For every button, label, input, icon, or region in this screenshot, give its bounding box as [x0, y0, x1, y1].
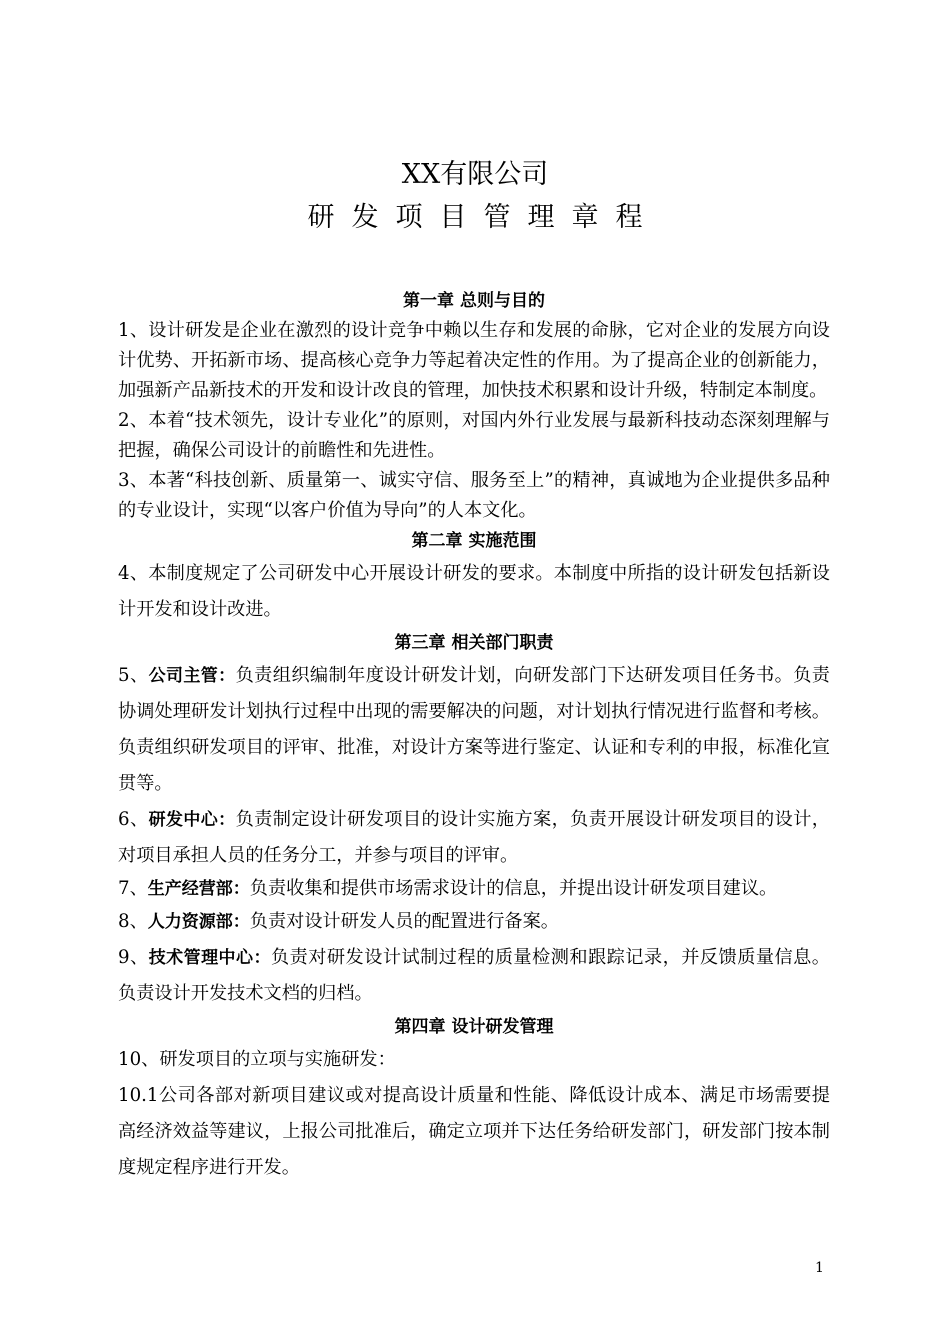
paragraph-6 — [118, 802, 830, 874]
paragraph-6-text: 负责制定设计研发项目的设计实施方案，负责开展设计研发项目的设计，对项目承担人员的任务分工，并参与项目的评审。 — [118, 809, 830, 866]
paragraph-7 — [118, 874, 830, 904]
paragraph-5-number: 5、 — [118, 665, 149, 686]
chapter-3-heading: 第三章 相关部门职责 — [394, 633, 554, 653]
paragraph-8-text: 负责对设计研发人员的配置进行备案。 — [249, 911, 559, 932]
paragraph-9 — [118, 940, 830, 1012]
paragraph-6-number: 6、 — [118, 809, 149, 830]
chapter-1-heading: 第一章 总则与目的 — [403, 291, 545, 311]
paragraph-1: 1、设计研发是企业在激烈的设计竞争中赖以生存和发展的命脉，它对企业的发展方向设计优势、开拓新市场、提高核心竞争力等起着决定性的作用。为了提高企业的创新能力，加强新产品新技术的开发和设计改良的管理，加快技术积累和设计升级，特制定本制度。 — [118, 320, 830, 401]
chapter-4-heading: 第四章 设计研发管理 — [394, 1017, 554, 1037]
paragraph-7-number: 7、 — [118, 878, 148, 899]
paragraph-8 — [118, 904, 830, 940]
paragraph-10: 10、研发项目的立项与实施研发： — [118, 1049, 396, 1070]
paragraph-6-label: 研发中心： — [148, 810, 236, 830]
chapter-2-heading: 第二章 实施范围 — [411, 531, 537, 551]
paragraph-7-text: 负责收集和提供市场需求设计的信息，并提出设计研发项目建议。 — [249, 878, 778, 899]
document-title: 研发项目管理章程 — [307, 202, 660, 233]
paragraph-10-1: 10.1公司各部对新项目建议或对提高设计质量和性能、降低设计成本、满足市场需要提高经济效益等建议，上报公司批准后，确定立项并下达任务给研发部门，研发部门按本制度规定程序进行开发。 — [118, 1085, 830, 1178]
paragraph-8-number: 8、 — [118, 911, 148, 932]
paragraph-9-number: 9、 — [118, 947, 149, 968]
document-body — [118, 286, 830, 1186]
paragraph-9-text: 负责对研发设计试制过程的质量检测和跟踪记录，并反馈质量信息。负责设计开发技术文档的归档。 — [118, 947, 830, 1004]
paragraph-5-text: 负责组织编制年度设计研发计划，向研发部门下达研发项目任务书。负责协调处理研发计划执行过程中出现的需要解决的问题，对计划执行情况进行监督和考核。负责组织研发项目的评审、批准，对设计方案等进行鉴定、认证和专利的申报，标准化宣贯等。 — [118, 665, 830, 794]
company-title: XX有限公司 — [401, 159, 549, 190]
paragraph-2: 2、本着“技术领先，设计专业化”的原则，对国内外行业发展与最新科技动态深刻理解与把握，确保公司设计的前瞻性和先进性。 — [118, 410, 830, 461]
paragraph-9-label: 技术管理中心： — [148, 948, 271, 968]
paragraph-4: 4、本制度规定了公司研发中心开展设计研发的要求。本制度中所指的设计研发包括新设计开发和设计改进。 — [118, 563, 830, 620]
page-number: 1 — [815, 1260, 824, 1276]
paragraph-7-label: 生产经营部： — [147, 879, 250, 899]
paragraph-8-label: 人力资源部： — [147, 912, 250, 932]
paragraph-5-label: 公司主管： — [148, 666, 236, 686]
paragraph-5 — [118, 658, 830, 802]
paragraph-3: 3、本著“科技创新、质量第一、诚实守信、服务至上”的精神，真诚地为企业提供多品种的专业设计，实现“以客户价值为导向”的人本文化。 — [118, 470, 830, 521]
